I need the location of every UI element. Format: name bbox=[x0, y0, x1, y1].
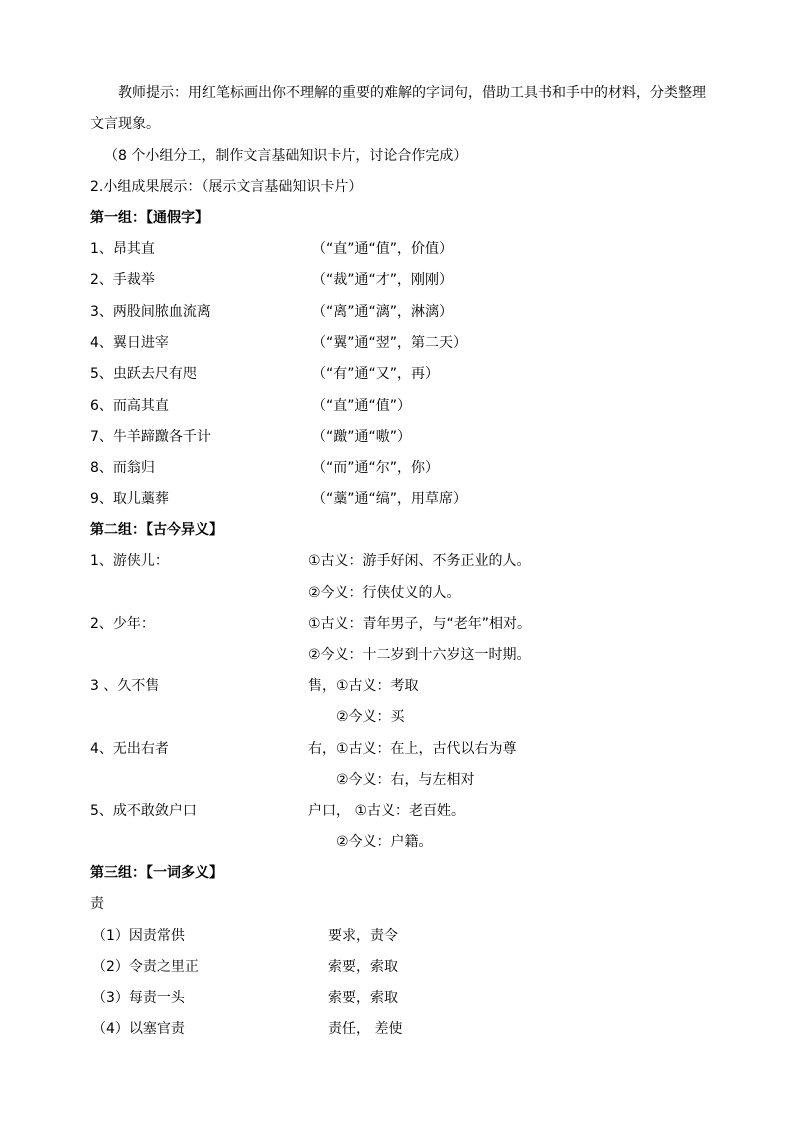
group1-term: 5、虫跃去尺有咫 bbox=[90, 366, 197, 382]
section-title-results: 2.小组成果展示：（展示文言基础知识卡片） bbox=[90, 179, 363, 195]
group2-ancient-meaning: 售，①古义：考取 bbox=[308, 678, 419, 694]
group1-term: 2、手裁举 bbox=[90, 272, 155, 288]
group2-modern-meaning: ②今义：十二岁到十六岁这一时期。 bbox=[308, 647, 531, 663]
group3-meaning: 索要，索取 bbox=[328, 990, 398, 1006]
group3-meaning: 要求，责令 bbox=[328, 928, 398, 944]
group1-term: 4、翼日进宰 bbox=[90, 335, 169, 351]
teacher-tip-line1: 教师提示：用红笔标画出你不理解的重要的难解的字词句，借助工具书和手中的材料，分类整理 bbox=[118, 85, 706, 101]
group2-heading: 第二组：【古今异义】 bbox=[90, 522, 223, 538]
group2-ancient-meaning: ①古义：青年男子，与“老年”相对。 bbox=[308, 616, 532, 632]
group1-term: 9、取儿藁葬 bbox=[90, 491, 169, 507]
group1-term: 8、而翁归 bbox=[90, 460, 155, 476]
group2-modern-meaning: ②今义：行侠仗义的人。 bbox=[308, 585, 461, 601]
group1-term: 1、昂其直 bbox=[90, 241, 155, 257]
group1-note: （“藁”通“缟”，用草席） bbox=[312, 491, 468, 507]
group3-term: （2）令责之里正 bbox=[92, 959, 199, 975]
group2-term: 5、成不敢敛户口 bbox=[90, 803, 197, 819]
group3-term: （4）以塞官责 bbox=[92, 1021, 185, 1037]
group1-note: （“而”通“尔”，你） bbox=[312, 460, 440, 476]
group1-term: 6、而高其直 bbox=[90, 398, 169, 414]
group2-modern-meaning: ②今义：买 bbox=[336, 709, 405, 725]
group1-term: 3、两股间脓血流离 bbox=[90, 304, 211, 320]
group1-note: （“离”通“漓”，淋漓） bbox=[312, 304, 454, 320]
group2-term: 4、无出右者 bbox=[90, 741, 169, 757]
group2-term: 1、游侠儿： bbox=[90, 553, 169, 569]
group1-note: （“躈”通“嗷”） bbox=[312, 429, 412, 445]
group2-term: 3 、久不售 bbox=[90, 678, 160, 694]
teacher-tip-line2: 文言现象。 bbox=[90, 116, 160, 132]
group-work-note: （8 个小组分工，制作文言基础知识卡片，讨论合作完成） bbox=[104, 148, 468, 164]
group1-note: （“直”通“值”） bbox=[312, 398, 412, 414]
group1-note: （“翼”通“翌”，第二天） bbox=[312, 335, 468, 351]
group3-meaning: 索要，索取 bbox=[328, 959, 398, 975]
group2-modern-meaning: ②今义：户籍。 bbox=[336, 834, 433, 850]
polysemy-word: 责 bbox=[90, 896, 104, 912]
group3-meaning: 责任， 差使 bbox=[328, 1021, 403, 1037]
group3-heading: 第三组：【一词多义】 bbox=[90, 865, 223, 881]
group3-term: （3）每责一头 bbox=[92, 990, 185, 1006]
group2-ancient-meaning: 户口， ①古义：老百姓。 bbox=[308, 803, 466, 819]
group3-term: （1）因责常供 bbox=[92, 928, 185, 944]
group2-ancient-meaning: ①古义：游手好闲、不务正业的人。 bbox=[308, 553, 531, 569]
group1-heading: 第一组：【通假字】 bbox=[90, 210, 209, 226]
group1-note: （“有”通“又”，再） bbox=[312, 366, 440, 382]
group1-note: （“直”通“值”，价值） bbox=[312, 241, 454, 257]
group2-term: 2、少年： bbox=[90, 616, 155, 632]
group1-note: （“裁”通“才”，刚刚） bbox=[312, 272, 454, 288]
group1-term: 7、牛羊蹄躈各千计 bbox=[90, 429, 211, 445]
group2-modern-meaning: ②今义：右，与左相对 bbox=[336, 772, 475, 788]
group2-ancient-meaning: 右，①古义：在上，古代以右为尊 bbox=[308, 741, 517, 757]
